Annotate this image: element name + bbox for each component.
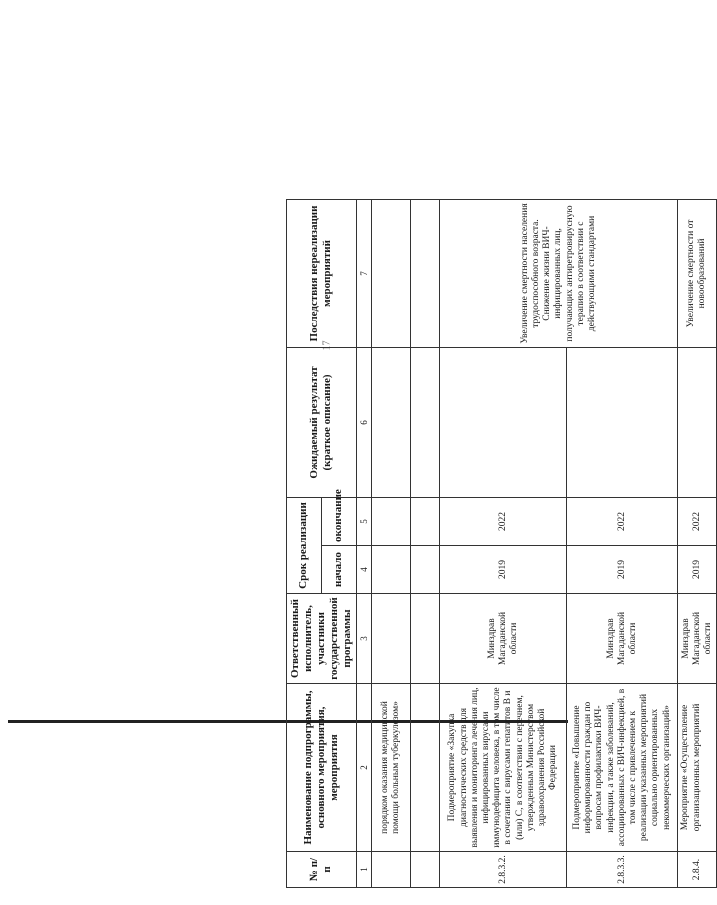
row-consequences: [411, 199, 440, 347]
row-num: [411, 852, 440, 888]
row-num: 2.8.3.2.: [440, 852, 567, 888]
column-number-row: [356, 199, 372, 887]
row-responsible: Минздрав Магаданской области: [678, 594, 717, 684]
header-start: начало: [321, 546, 356, 594]
row-result: [372, 347, 411, 497]
row-name: порядком оказания медицинской помощи больным туберкулезом»: [372, 684, 411, 852]
row-result: [440, 347, 567, 497]
table-row: [440, 199, 567, 887]
column-number: 4: [356, 546, 372, 594]
table-row: [678, 199, 717, 887]
row-num: 2.8.3.3.: [567, 852, 678, 888]
header-consequences: Последствия нереализации мероприятий: [287, 199, 357, 347]
header-row-1: [287, 199, 322, 887]
table-row: [411, 199, 440, 887]
row-start: [411, 546, 440, 594]
header-end: окончание: [321, 497, 356, 545]
row-start: 2019: [440, 546, 567, 594]
row-responsible: [372, 594, 411, 684]
row-end: 2022: [678, 497, 717, 545]
row-num: 2.8.4.: [678, 852, 717, 888]
row-end: [372, 497, 411, 545]
column-number: 3: [356, 594, 372, 684]
row-consequences: Увеличение смертности от новообразований: [678, 199, 717, 347]
row-end: 2022: [440, 497, 567, 545]
column-number: 5: [356, 497, 372, 545]
row-start: [372, 546, 411, 594]
row-result: [567, 347, 678, 497]
row-consequences: [372, 199, 411, 347]
header-responsible: Ответственный исполнитель, участники государственной программы: [287, 594, 357, 684]
row-end: [411, 497, 440, 545]
row-result: [678, 347, 717, 497]
column-number: 7: [356, 199, 372, 347]
table-row: [372, 199, 411, 887]
row-start: 2019: [678, 546, 717, 594]
row-name: Мероприятие «Осуществление организационных мероприятий: [678, 684, 717, 852]
row-responsible: Минздрав Магаданской области: [440, 594, 567, 684]
header-name: Наименование подпрограммы, основного мероприятия, мероприятия: [287, 684, 357, 852]
row-num: [372, 852, 411, 888]
row-name: Подмероприятие «Закупка диагностических средств для выявления и мониторинга лечения лиц, инфицированных вирусами иммунодефицита человека, в том числе в сочетании с вирусами гепатитов B и (или) C, в соответствии с перечнем, утвержденным Министерством здравоохранения Российской Федерации: [440, 684, 567, 852]
column-number: 6: [356, 347, 372, 497]
row-responsible: [411, 594, 440, 684]
row-name: [411, 684, 440, 852]
column-number: 1: [356, 852, 372, 888]
row-consequences: Увеличение смертности населения трудоспособного возраста. Снижение жизни ВИЧ-инфицированных лиц, получающих антиретровирусную терапию в соответствии с действующими стандартами: [440, 199, 678, 347]
row-result: [411, 347, 440, 497]
header-num: № п/п: [287, 852, 357, 888]
page-number: 17: [321, 340, 333, 351]
header-period: Срок реализации: [287, 497, 322, 593]
row-responsible: Минздрав Магаданской области: [567, 594, 678, 684]
rotated-document: [286, 200, 714, 888]
header-result: Ожидаемый результат (краткое описание): [287, 347, 357, 497]
program-table: [286, 199, 717, 888]
row-name: Подмероприятие «Повышение информированности граждан по вопросам профилактики ВИЧ-инфекции, а также заболеваний, ассоциированных с ВИЧ-инфекцией, в том числе с привлечением к реализации указанных мероприятий социально ориентированных некоммерческих организаций»: [567, 684, 678, 852]
row-start: 2019: [567, 546, 678, 594]
row-end: 2022: [567, 497, 678, 545]
column-number: 2: [356, 684, 372, 852]
